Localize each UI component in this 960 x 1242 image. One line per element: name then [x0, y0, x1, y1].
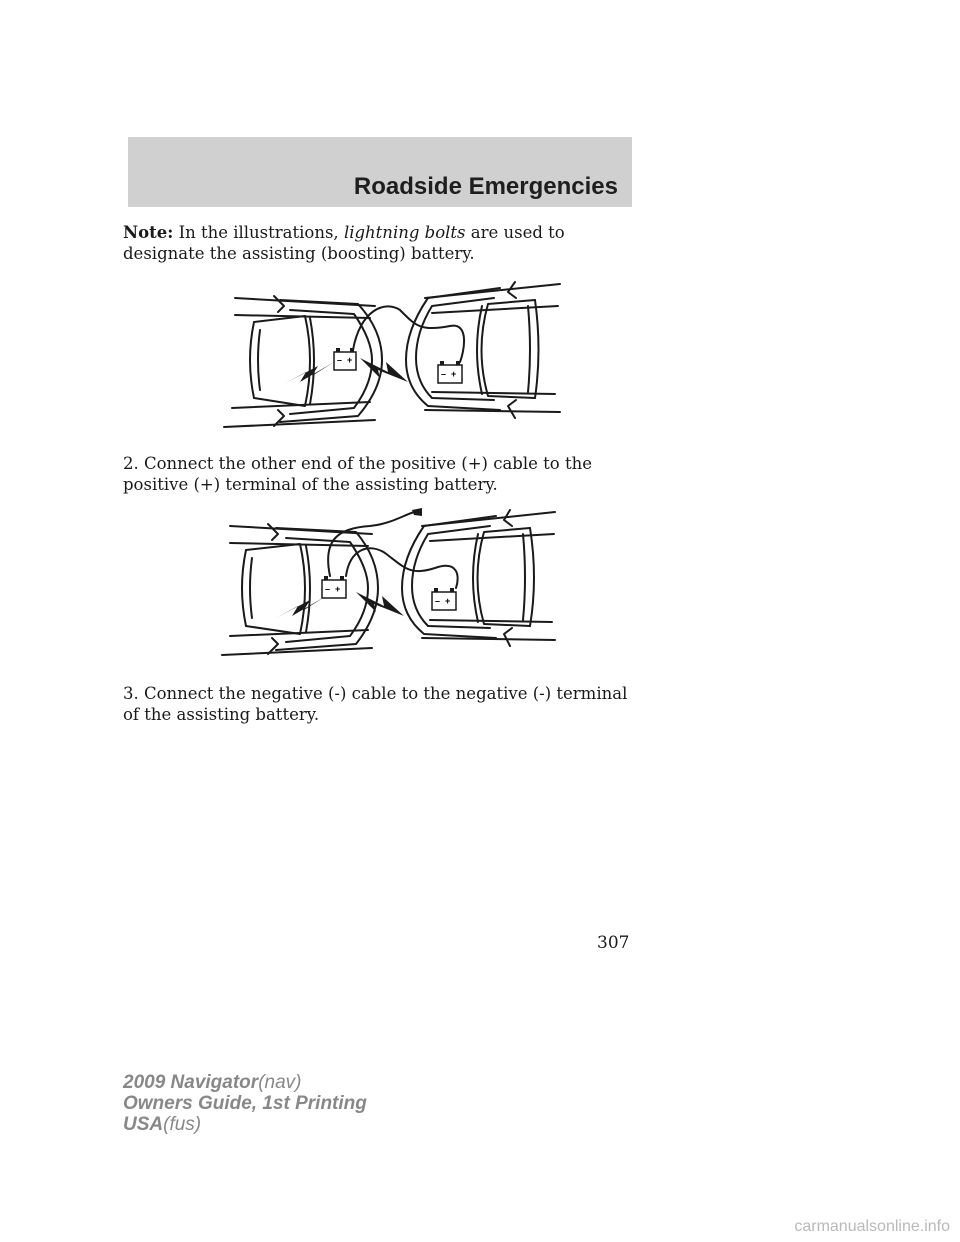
footer-line-3: [123, 1114, 367, 1135]
note-paragraph: [123, 222, 643, 264]
battery-negative-label: –: [325, 584, 331, 594]
note-text-before: In the illustrations,: [178, 223, 339, 242]
assisting-vehicle: [402, 510, 555, 646]
watermark: carmanualsonline.info: [794, 1218, 950, 1235]
disabled-vehicle: [224, 296, 382, 427]
battery-negative-label: –: [441, 369, 447, 379]
battery-icon: [322, 576, 346, 598]
battery-negative-label: –: [435, 596, 441, 606]
disabled-vehicle: [222, 524, 378, 655]
assisting-vehicle: [406, 282, 560, 418]
header-band: [128, 137, 632, 207]
footer-line-1: [123, 1072, 367, 1093]
battery-icon: [432, 588, 456, 610]
section-title: Roadside Emergencies: [353, 173, 618, 200]
footer-line-2: Owners Guide, 1st Printing: [123, 1093, 367, 1114]
cable-clamp-icon: [412, 508, 422, 516]
note-term: lightning bolts: [343, 223, 466, 242]
lightning-bolt-icon: [360, 358, 408, 382]
battery-positive-label: +: [335, 584, 341, 594]
battery-icon: [334, 348, 356, 370]
note-label: Note:: [123, 223, 174, 242]
jump-start-illustration-2: [210, 498, 580, 668]
step-3-text: 3. Connect the negative (-) cable to the negative (-) terminal of the assisting battery.: [123, 684, 628, 724]
battery-icon: [438, 361, 462, 383]
footer-market: USA: [123, 1114, 164, 1135]
note-text-after: are used to designate the assisting (boosting) battery.: [123, 223, 565, 263]
page-number: 307: [597, 933, 630, 953]
footer-market-tag: (fus): [163, 1114, 202, 1135]
battery-positive-label: +: [445, 596, 451, 606]
battery-positive-label: +: [451, 369, 457, 379]
jump-start-illustration-1: [210, 270, 580, 440]
lightning-bolt-icon: [276, 596, 326, 618]
step-2-text: 2. Connect the other end of the positive (+) cable to the positive (+) terminal of the assisting battery.: [123, 454, 592, 494]
battery-negative-label: –: [337, 355, 343, 365]
footer-model: 2009 Navigator: [123, 1072, 259, 1093]
footer-model-tag: (nav): [258, 1072, 302, 1093]
battery-positive-label: +: [347, 355, 353, 365]
footer: [123, 1072, 367, 1135]
